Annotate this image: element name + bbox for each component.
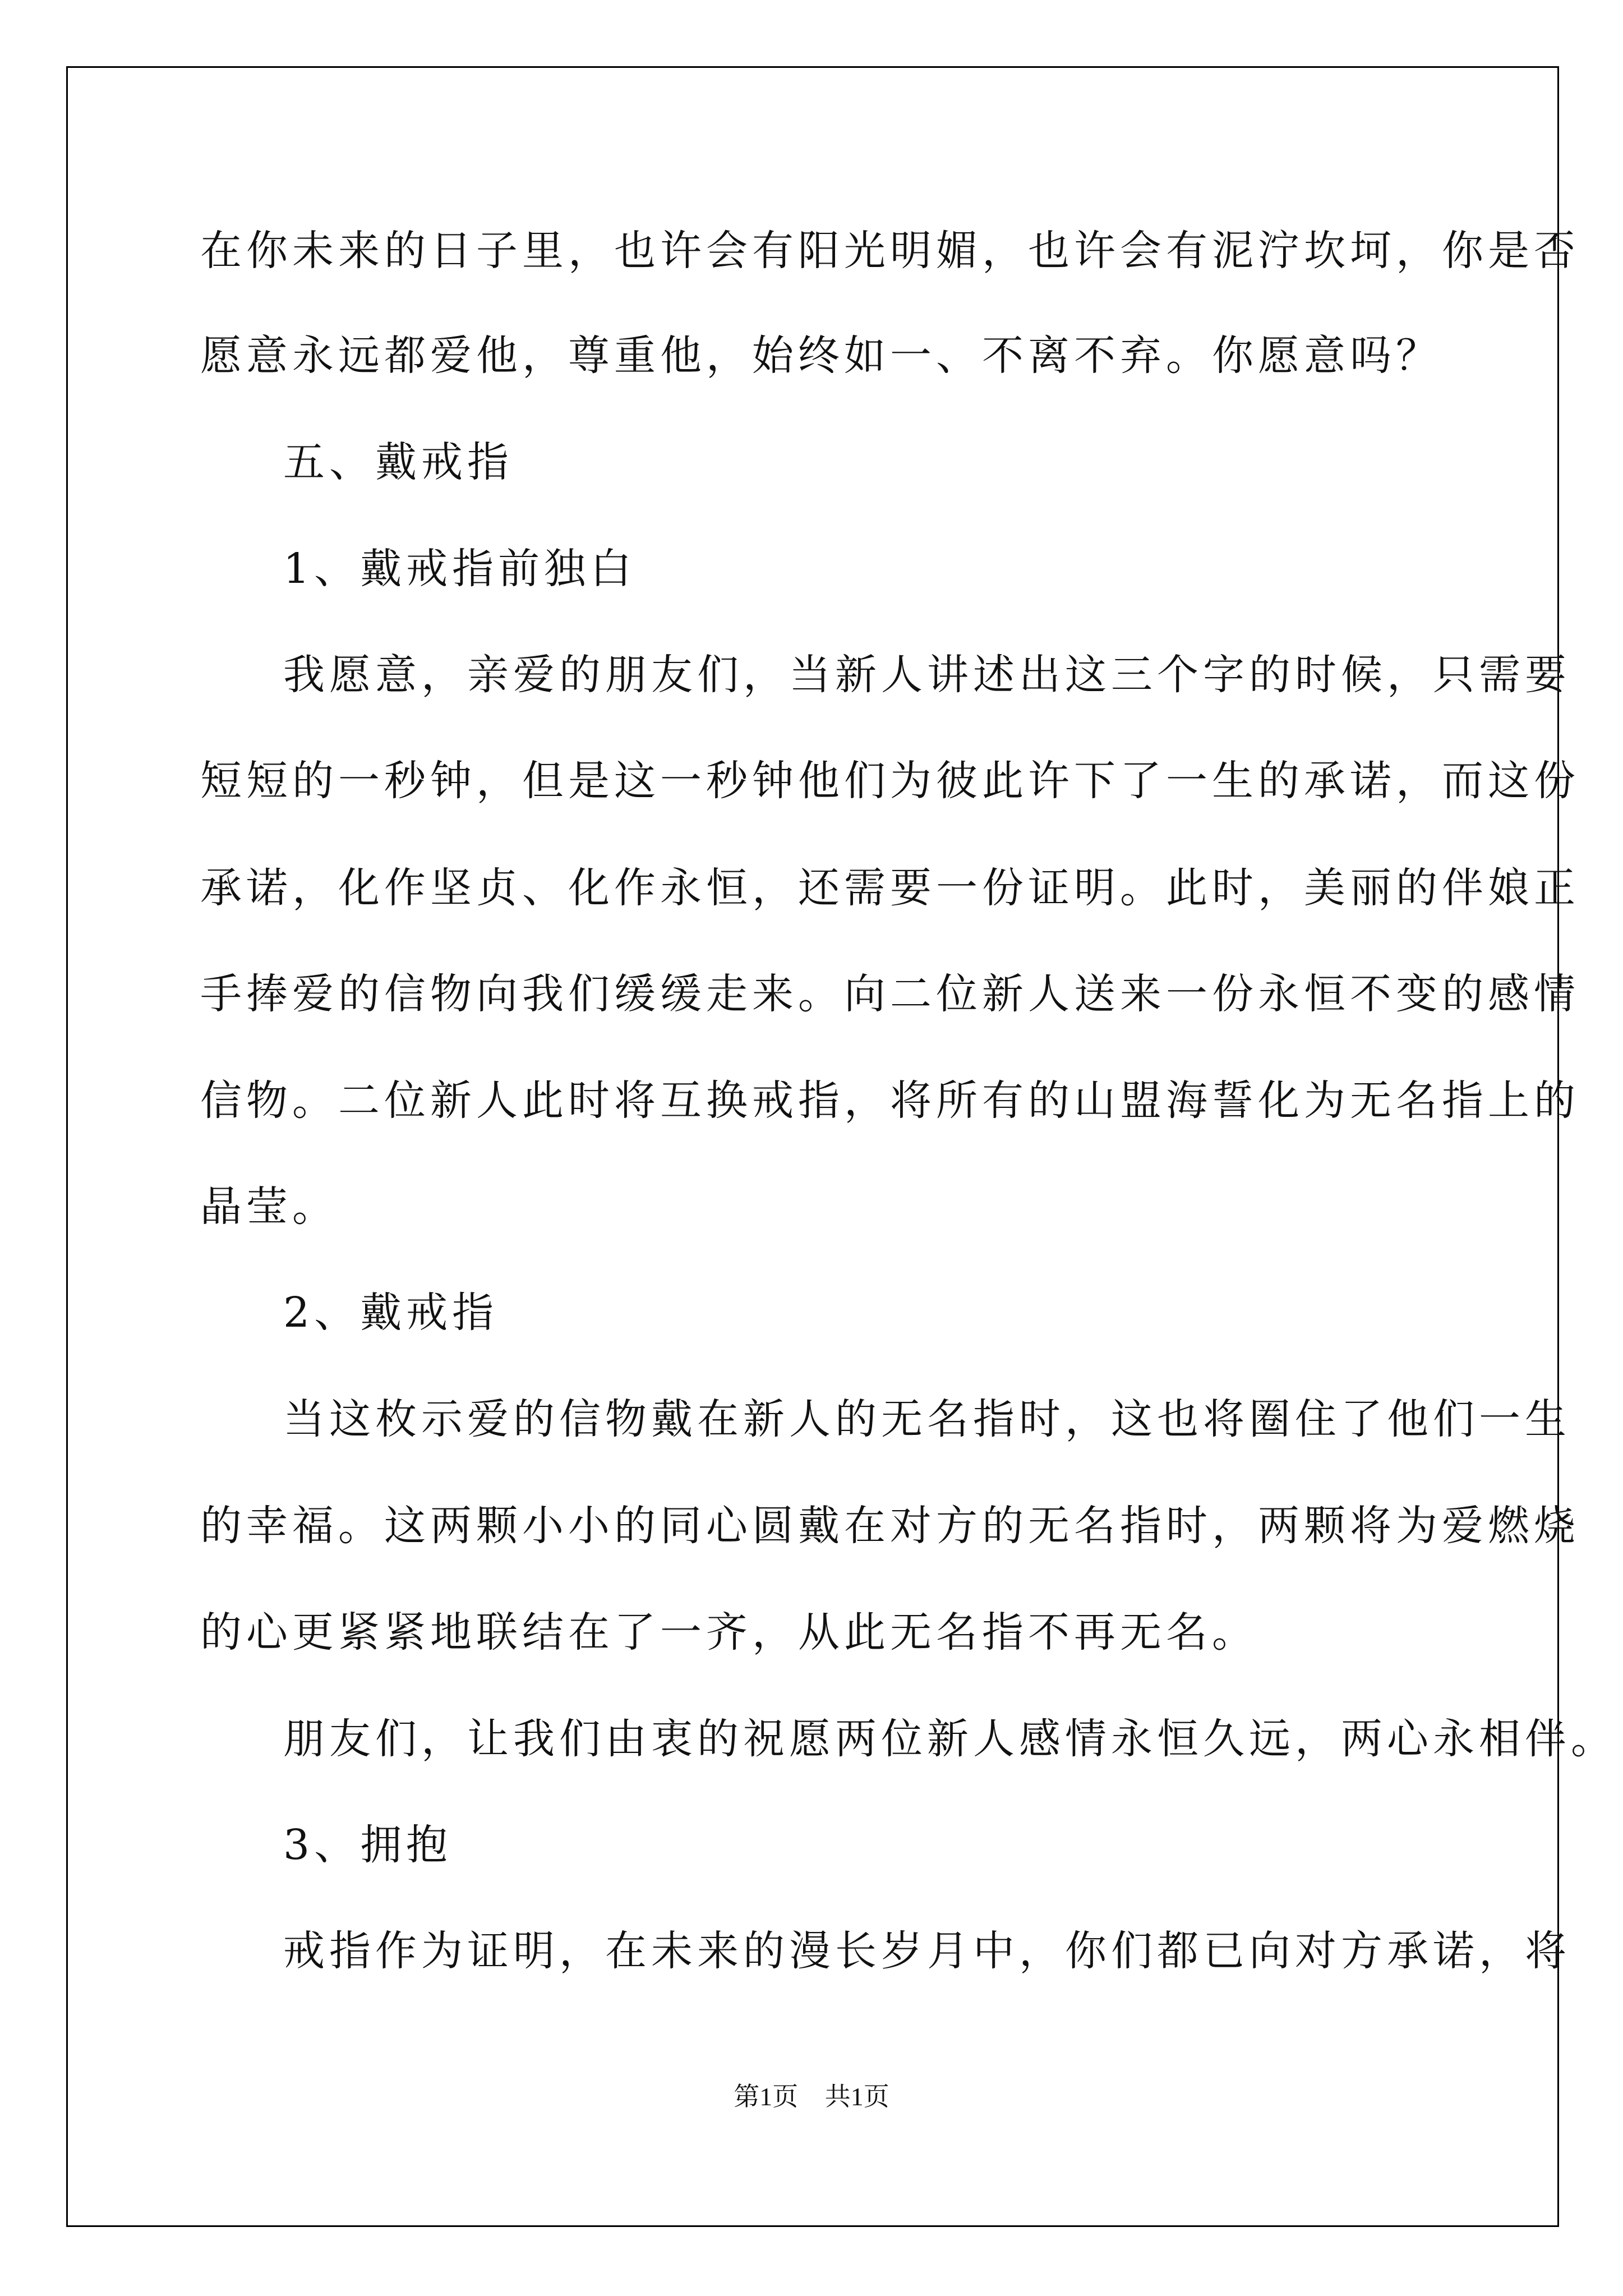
paragraph-start: 我愿意，亲爱的朋友们，当新人讲述出这三个字的时候，只需要 [283,651,1571,699]
text-line: 信物。二位新人此时将互换戒指，将所有的山盟海誓化为无名指上的 [200,1076,1580,1125]
text-line: 愿意永远都爱他，尊重他，始终如一、不离不弃。你愿意吗？ [200,332,1442,380]
text-line: 的幸福。这两颗小小的同心圆戴在对方的无名指时，两颗将为爱燃烧 [200,1502,1580,1550]
text-line: 短短的一秒钟，但是这一秒钟他们为彼此许下了一生的承诺，而这份 [200,757,1580,805]
section-heading: 五、戴戒指 [283,438,513,486]
page-number: 第1页 [734,2082,799,2111]
paragraph-start: 朋友们，让我们由衷的祝愿两位新人感情永恒久远，两心永相伴。 [283,1715,1617,1763]
paragraph-start: 当这枚示爱的信物戴在新人的无名指时，这也将圈住了他们一生 [283,1395,1571,1443]
subsection-heading: 2、戴戒指 [283,1289,499,1337]
subsection-heading: 1、戴戒指前独白 [283,545,637,593]
page-border [66,66,1559,2227]
paragraph-start: 戒指作为证明，在未来的漫长岁月中，你们都已向对方承诺，将 [283,1927,1571,1975]
total-pages: 共1页 [824,2082,889,2111]
subsection-heading: 3、拥抱 [283,1821,453,1869]
text-line: 在你未来的日子里，也许会有阳光明媚，也许会有泥泞坎坷，你是否 [200,227,1580,275]
text-line: 手捧爱的信物向我们缓缓走来。向二位新人送来一份永恒不变的感情 [200,970,1580,1018]
text-line: 晶莹。 [200,1182,338,1231]
page-footer [0,2084,1623,2110]
text-line: 承诺，化作坚贞、化作永恒，还需要一份证明。此时，美丽的伴娘正 [200,864,1580,912]
text-line: 的心更紧紧地联结在了一齐，从此无名指不再无名。 [200,1608,1258,1657]
